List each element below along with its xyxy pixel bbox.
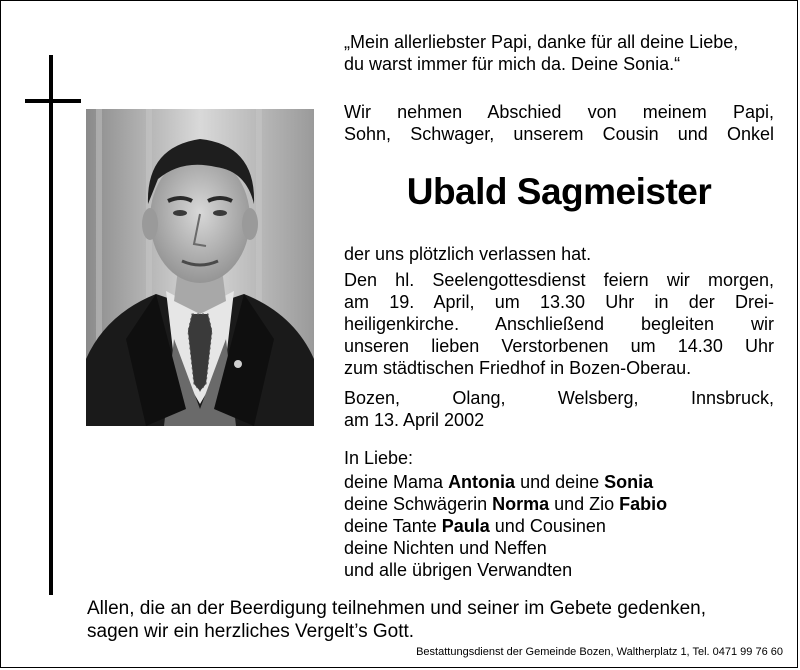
family-name: Antonia	[448, 472, 516, 492]
deceased-name: Ubald Sagmeister	[406, 171, 712, 212]
family-text: und deine	[515, 472, 605, 492]
footer-credit: Bestattungsdienst der Gemeinde Bozen, Waltherplatz 1, Tel. 0471 99 76 60	[416, 646, 783, 658]
family-list	[344, 471, 774, 581]
date-line: am 13. April 2002	[344, 410, 485, 430]
places-line: Bozen, Olang, Welsberg, Innsbruck,	[344, 388, 774, 408]
farewell-block	[344, 101, 774, 145]
family-line: deine Nichten und Neffen	[344, 538, 547, 558]
family-line	[344, 493, 774, 515]
in-love-heading	[344, 447, 774, 469]
closing-line: Allen, die an der Beerdigung teilnehmen und seiner im Gebete gedenken,	[87, 598, 706, 619]
mass-block	[344, 269, 774, 379]
quote-block	[344, 31, 774, 75]
family-text: und Zio	[549, 494, 620, 514]
cross-icon	[49, 55, 53, 595]
mass-line: am 19. April, um 13.30 Uhr in der Drei-	[344, 292, 774, 312]
cross-icon-bar	[25, 99, 81, 103]
family-name: Paula	[441, 516, 490, 536]
closing-line: sagen wir ein herzliches Vergelt’s Gott.	[87, 621, 415, 642]
family-text: deine Mama	[344, 472, 449, 492]
family-name: Sonia	[604, 472, 654, 492]
family-line: und alle übrigen Verwandten	[344, 560, 573, 580]
family-name: Norma	[492, 494, 550, 514]
portrait-photo	[86, 109, 314, 426]
family-text: deine Tante	[344, 516, 442, 536]
left-us-line	[344, 243, 774, 265]
closing-text	[87, 597, 777, 643]
family-text: und Cousinen	[489, 516, 606, 536]
farewell-line: Sohn, Schwager, unserem Cousin und Onkel	[344, 124, 774, 144]
mass-line: unseren lieben Verstorbenen um 14.30 Uhr	[344, 336, 774, 356]
places-block	[344, 387, 774, 431]
family-name: Fabio	[619, 494, 668, 514]
farewell-line: Wir nehmen Abschied von meinem Papi,	[344, 102, 774, 122]
left-us-text: der uns plötzlich verlassen hat.	[344, 244, 592, 264]
mass-line: heiligenkirche. Anschließend begleiten wir	[344, 314, 774, 334]
quote-line: „Mein allerliebster Papi, danke für all deine Liebe,	[344, 32, 739, 52]
family-line	[344, 471, 774, 493]
quote-line: du warst immer für mich da. Deine Sonia.“	[344, 54, 681, 74]
family-line	[344, 515, 774, 537]
in-love-text: In Liebe:	[344, 448, 414, 468]
family-text: deine Schwägerin	[344, 494, 493, 514]
mass-line: zum städtischen Friedhof in Bozen-Oberau.	[344, 358, 692, 378]
mass-line: Den hl. Seelengottesdienst feiern wir morgen,	[344, 270, 774, 290]
